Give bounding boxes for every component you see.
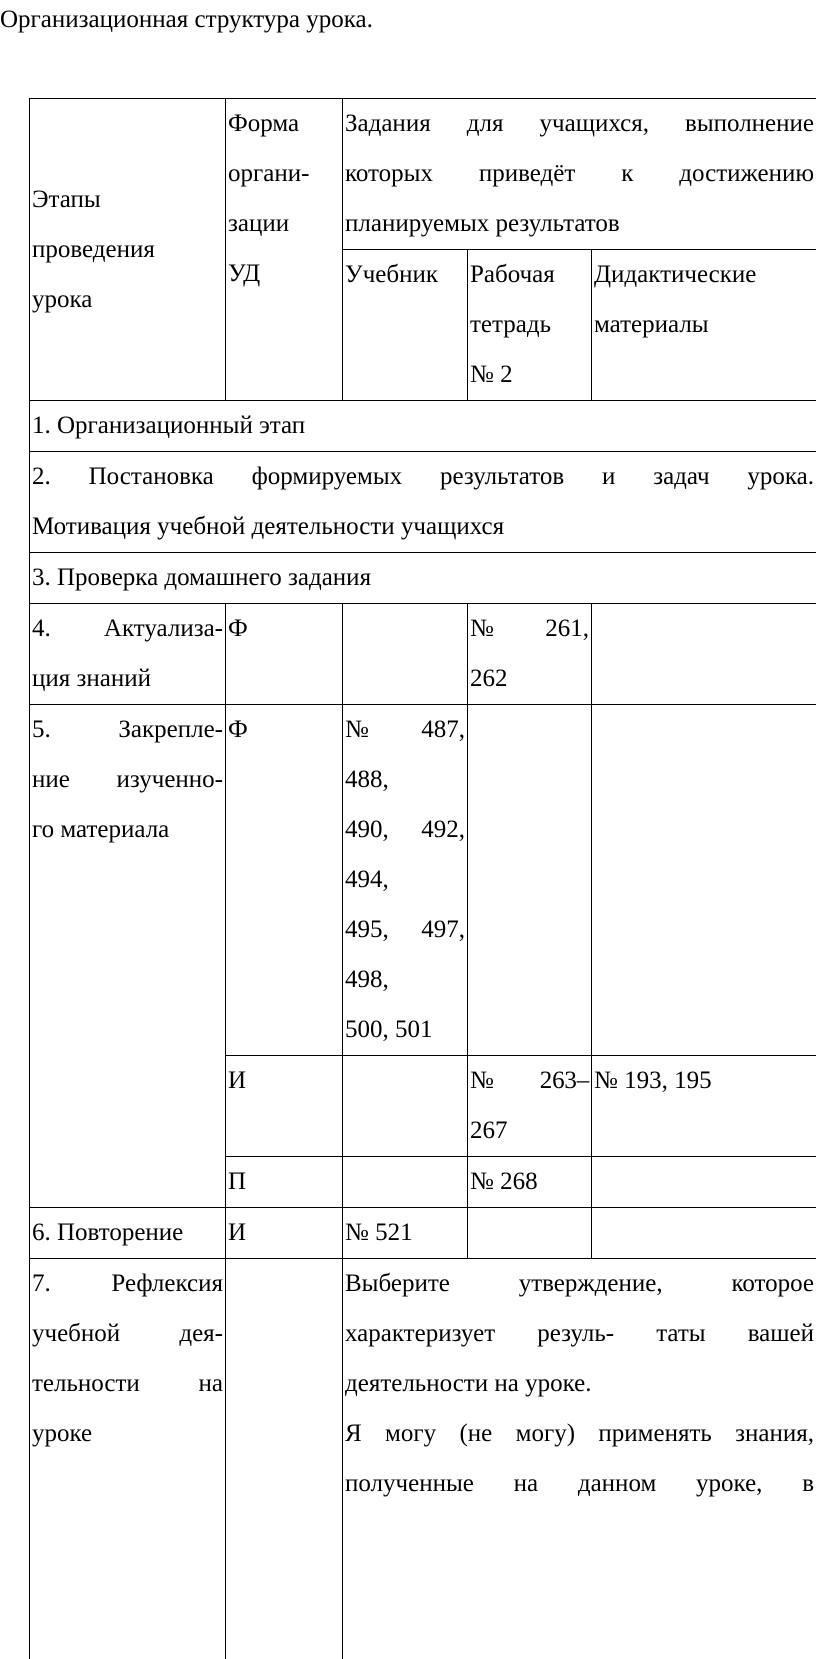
stage4-workbook-line: 262 — [470, 654, 589, 704]
stage5-textbook-line: 490, 492, — [345, 805, 465, 855]
stage6-didactic — [592, 1208, 816, 1259]
stage6-name: 6. Повторение — [30, 1208, 226, 1259]
stage7-name-line: учебной дея- — [32, 1309, 223, 1359]
stage1-cell: 1. Организационный этап — [30, 401, 816, 452]
header-stages — [30, 99, 226, 401]
stage6-form: И — [226, 1208, 343, 1259]
table-row — [30, 1259, 816, 1659]
stage5-workbook-f — [468, 705, 592, 1056]
header-form-line: УД — [228, 249, 340, 299]
header-tasks-line: планируемых результатов — [345, 199, 814, 249]
header-tasks-line: которых приведёт к достижению — [345, 149, 814, 199]
stage5-didactic-p — [592, 1157, 816, 1208]
stage4-name-line: 4. Актуализа- — [32, 604, 223, 654]
table-row — [30, 604, 816, 705]
stage5-name — [30, 705, 226, 1208]
header-stages-line: проведения — [32, 225, 223, 275]
stage7-form — [226, 1259, 343, 1659]
stage5-textbook-line: 494, — [345, 855, 465, 905]
header-tasks — [343, 99, 816, 250]
table-row — [30, 401, 816, 452]
stage7-text — [343, 1259, 816, 1659]
stage6-workbook — [468, 1208, 592, 1259]
table-row — [30, 705, 816, 1056]
table-row — [30, 1208, 816, 1259]
stage7-text-line: Я могу (не могу) применять знания, — [345, 1409, 814, 1459]
stage4-name — [30, 604, 226, 705]
header-textbook: Учебник — [343, 250, 468, 401]
header-form-line: органи- — [228, 149, 340, 199]
stage4-didactic — [592, 604, 816, 705]
stage5-textbook-line: 500, 501 — [345, 1005, 465, 1055]
page-title: Организационная структура урока. — [0, 4, 373, 36]
header-workbook-line: тетрадь — [470, 300, 589, 350]
header-workbook-line: Рабочая — [470, 250, 589, 300]
stage5-form-p: П — [226, 1157, 343, 1208]
stage4-name-line: ция знаний — [32, 654, 223, 704]
stage4-form: Ф — [226, 604, 343, 705]
header-form — [226, 99, 343, 401]
stage5-name-line: го материала — [32, 805, 223, 855]
stage7-name-line: тельности на — [32, 1359, 223, 1409]
header-didactic-line: Дидактические — [594, 250, 814, 300]
header-didactic-line: материалы — [594, 300, 814, 350]
stage2-cell — [30, 452, 816, 553]
stage5-textbook-line: 488, — [345, 755, 465, 805]
header-stages-line: Этапы — [32, 175, 223, 225]
stage5-textbook — [343, 705, 468, 1056]
stage7-text-line: деятельности на уроке. — [345, 1359, 814, 1409]
stage5-didactic-i: № 193, 195 — [592, 1056, 816, 1157]
header-tasks-line: Задания для учащихся, выполнение — [345, 99, 814, 149]
header-form-line: зации — [228, 199, 340, 249]
header-stages-line: урока — [32, 275, 223, 325]
header-workbook-line: № 2 — [470, 350, 589, 400]
stage5-name-line: ние изученно- — [32, 755, 223, 805]
stage2-line: Мотивация учебной деятельности учащихся — [32, 502, 814, 552]
stage6-textbook: № 521 — [343, 1208, 468, 1259]
stage7-name — [30, 1259, 226, 1659]
stage5-workbook-i — [468, 1056, 592, 1157]
stage7-name-line: 7. Рефлексия — [32, 1259, 223, 1309]
stage7-text-line: Выберите утверждение, которое — [345, 1259, 814, 1309]
stage5-workbook-line: № 263– — [470, 1056, 589, 1106]
stage5-workbook-line: 267 — [470, 1106, 589, 1156]
stage5-textbook-line: 495, 497, — [345, 905, 465, 955]
stage5-form-f: Ф — [226, 705, 343, 1056]
stage5-textbook-line: 498, — [345, 955, 465, 1005]
stage7-text-line: характеризует резуль- таты вашей — [345, 1309, 814, 1359]
header-didactic — [592, 250, 816, 401]
table-row — [30, 452, 816, 553]
stage4-workbook — [468, 604, 592, 705]
stage5-name-line: 5. Закрепле- — [32, 705, 223, 755]
stage3-cell: 3. Проверка домашнего задания — [30, 553, 816, 604]
stage2-line: 2. Постановка формируемых результатов и задач урока. — [32, 452, 814, 502]
stage7-text-line: полученные на данном уроке, в — [345, 1459, 814, 1509]
header-row — [30, 99, 816, 250]
stage5-textbook-p — [343, 1157, 468, 1208]
stage5-textbook-i — [343, 1056, 468, 1157]
table-row — [30, 553, 816, 604]
lesson-structure-table — [29, 98, 816, 1659]
stage4-textbook — [343, 604, 468, 705]
stage5-didactic-f — [592, 705, 816, 1056]
stage7-name-line: уроке — [32, 1409, 223, 1459]
stage5-form-i: И — [226, 1056, 343, 1157]
stage4-workbook-line: № 261, — [470, 604, 589, 654]
stage5-textbook-line: № 487, — [345, 705, 465, 755]
header-workbook — [468, 250, 592, 401]
header-form-line: Форма — [228, 99, 340, 149]
stage5-workbook-p: № 268 — [468, 1157, 592, 1208]
